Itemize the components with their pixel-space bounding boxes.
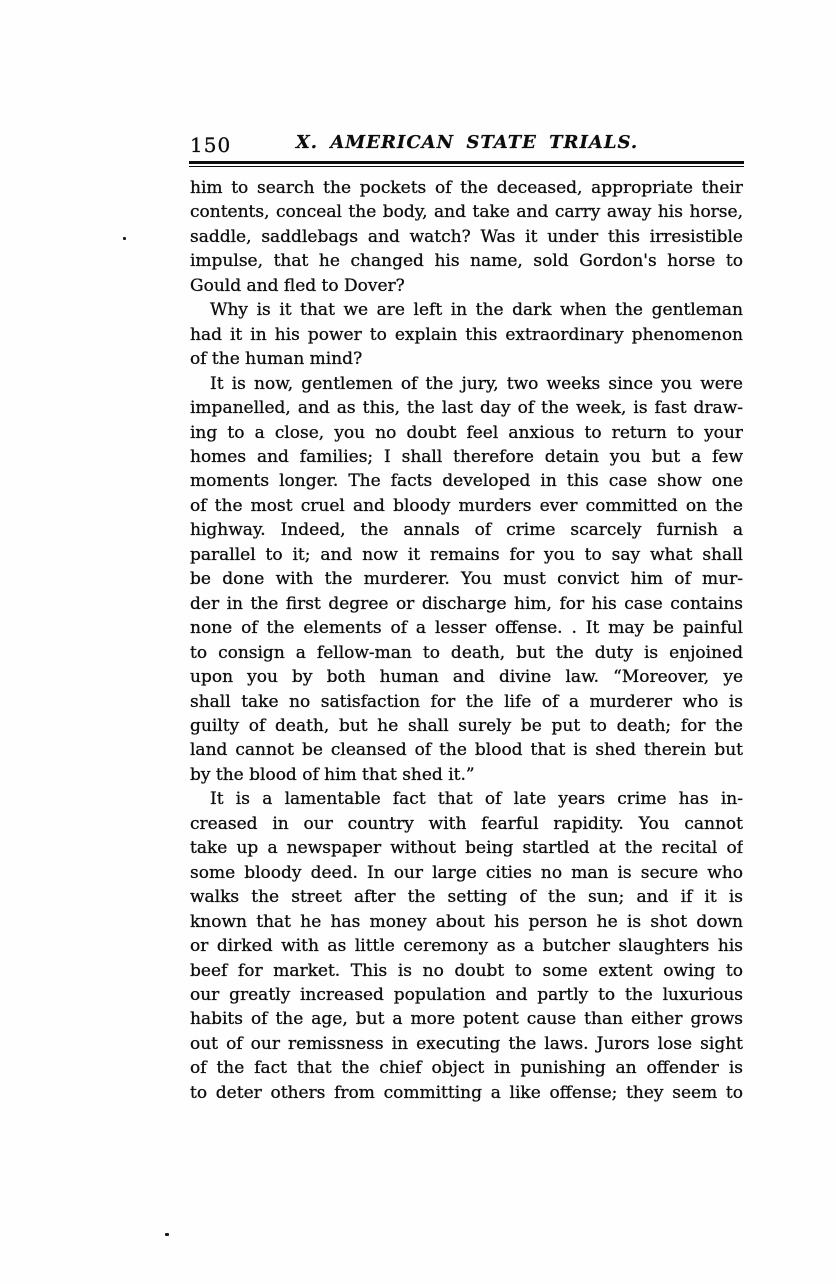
text-line: habits of the age, but a more potent cause than either grows: [190, 1009, 743, 1030]
text-line: out of our remissness in executing the laws. Jurors lose sight: [190, 1033, 743, 1054]
text-line: guilty of death, but he shall surely be put to death; for the: [190, 715, 743, 736]
text-line: to deter others from committing a like offense; they seem to: [190, 1082, 743, 1103]
text-line: It is a lamentable fact that of late years crime has in-: [210, 789, 743, 810]
header-rule: [189, 161, 744, 167]
text-line: some bloody deed. In our large cities no man is secure who: [190, 862, 743, 883]
text-block: [190, 176, 743, 1105]
text-line: ing to a close, you no doubt feel anxious to return to your: [190, 422, 743, 443]
text-line: of the human mind?: [190, 349, 363, 370]
text-line: highway. Indeed, the annals of crime scarcely furnish a: [190, 520, 743, 541]
text-line: or dirked with as little ceremony as a butcher slaughters his: [190, 936, 743, 957]
text-line: by the blood of him that shed it.”: [190, 764, 475, 785]
text-line: shall take no satisfaction for the life of a murderer who is: [190, 691, 743, 712]
text-line: had it in his power to explain this extraordinary phenomenon: [190, 324, 743, 345]
text-line: none of the elements of a lesser offense. . It may be painful: [190, 618, 743, 639]
text-line: moments longer. The facts developed in this case show one: [190, 471, 743, 492]
text-line: Why is it that we are left in the dark when the gentleman: [210, 300, 743, 321]
text-line: walks the street after the setting of the sun; and if it is: [190, 887, 743, 908]
text-line: Gould and fled to Dover?: [190, 275, 405, 296]
scan-speck: [165, 1233, 169, 1236]
page-header: [190, 132, 744, 157]
text-line: our greatly increased population and partly to the luxurious: [190, 984, 743, 1005]
text-line: known that he has money about his person he is shot down: [190, 911, 743, 932]
text-line: land cannot be cleansed of the blood that is shed therein but: [190, 740, 743, 761]
text-line: impanelled, and as this, the last day of the week, is fast draw-: [190, 398, 743, 419]
text-line: upon you by both human and divine law. “Moreover, ye: [190, 667, 743, 688]
text-line: It is now, gentlemen of the jury, two weeks since you were: [210, 373, 743, 394]
text-line: be done with the murderer. You must convict him of mur-: [190, 569, 743, 590]
text-line: of the most cruel and bloody murders ever committed on the: [190, 495, 743, 516]
paragraph: [190, 176, 743, 298]
text-line: beef for market. This is no doubt to some extent owing to: [190, 960, 743, 981]
text-line: creased in our country with fearful rapidity. You cannot: [190, 813, 743, 834]
text-line: saddle, saddlebags and watch? Was it under this irresistible: [190, 226, 743, 247]
text-line: of the fact that the chief object in punishing an offender is: [190, 1058, 743, 1079]
text-line: to consign a fellow-man to death, but the duty is enjoined: [190, 642, 743, 663]
text-line: parallel to it; and now it remains for you to say what shall: [190, 544, 743, 565]
text-line: homes and families; I shall therefore detain you but a few: [190, 446, 743, 467]
paragraph: [190, 298, 743, 371]
text-line: contents, conceal the body, and take and carry away his horse,: [190, 202, 743, 223]
text-line: him to search the pockets of the deceased, appropriate their: [190, 178, 743, 198]
paragraph: [190, 372, 743, 788]
text-line: impulse, that he changed his name, sold Gordon's horse to: [190, 251, 743, 272]
text-line: der in the first degree or discharge him, for his case contains: [190, 593, 743, 614]
scan-speck: [123, 237, 126, 240]
running-title: X. AMERICAN STATE TRIALS.: [295, 132, 639, 153]
page-number: 150: [190, 133, 232, 157]
paragraph: [190, 787, 743, 1105]
text-line: take up a newspaper without being startled at the recital of: [190, 838, 743, 859]
